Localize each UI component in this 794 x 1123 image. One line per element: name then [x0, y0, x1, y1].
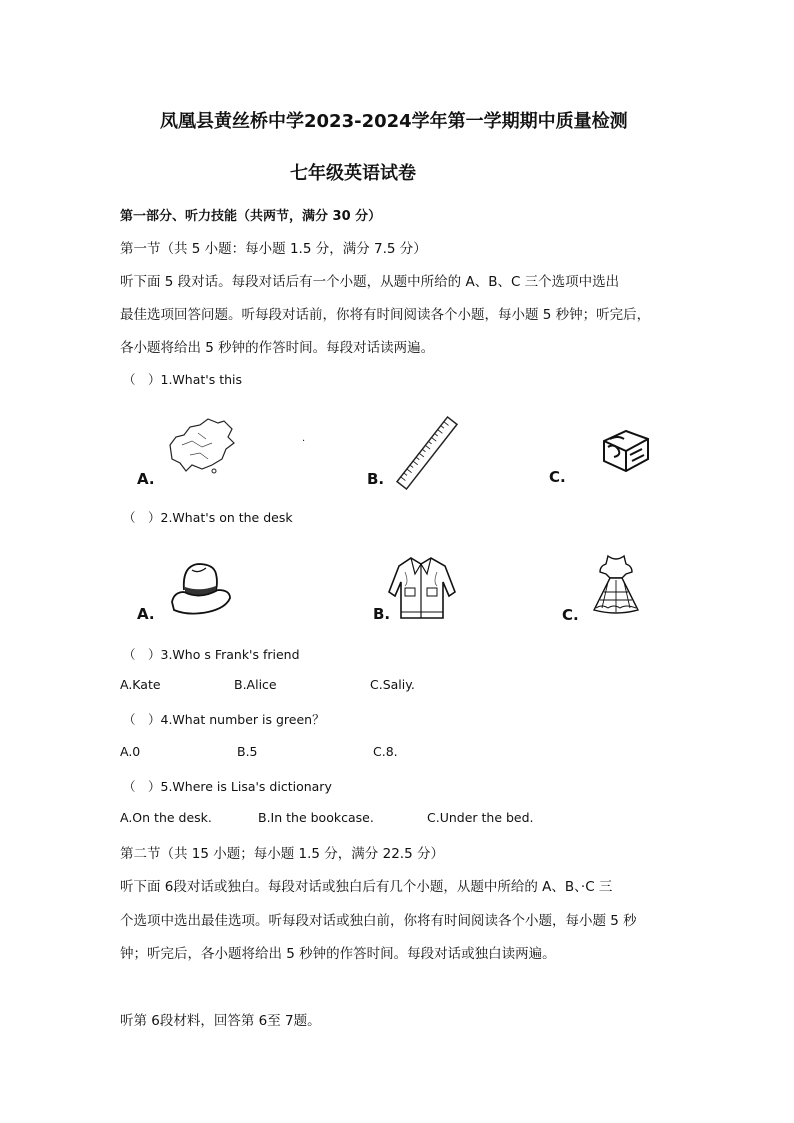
- question-1-stem: （ ）1.What's this: [123, 372, 243, 387]
- q5-option-c: C.Under the bed.: [427, 810, 534, 825]
- question-5-stem: （ ）5.Where is Lisa's dictionary: [123, 779, 332, 794]
- q1-option-b-label: B.: [367, 470, 385, 488]
- q5-option-b: B.In the bookcase.: [258, 810, 374, 825]
- hat-icon: [168, 560, 234, 618]
- section1-instruction-line: 听下面 5 段对话。每段对话后有一个小题，从题中所给的 A、B、C 三个选项中选出: [120, 274, 620, 290]
- section1-heading: 第一节（共 5 小题：每小题 1.5 分，满分 7.5 分）: [120, 241, 427, 257]
- material-note: 听第 6段材料，回答第 6至 7题。: [120, 1013, 321, 1029]
- q2-option-b-label: B.: [373, 605, 391, 623]
- q3-option-b: B.Alice: [234, 677, 277, 692]
- section2-instruction-line: 钟；听完后，各小题将给出 5 秒钟的作答时间。每段对话或独白读两遍。: [120, 946, 556, 962]
- question-3-stem: （ ）3.Who s Frank's friend: [123, 647, 300, 662]
- exam-subtitle: 七年级英语试卷: [290, 163, 416, 184]
- ruler-icon: [392, 418, 462, 488]
- q5-option-a: A.On the desk.: [120, 810, 212, 825]
- q4-option-a: A.0: [120, 744, 141, 759]
- exam-title: 凤凰县黄丝桥中学2023-2024学年第一学期期中质量检测: [160, 111, 628, 132]
- section1-instruction-line: 最佳选项回答问题。听每段对话前，你将有时间阅读各个小题，每小题 5 秒钟；听完后，: [120, 307, 651, 323]
- dress-icon: [588, 552, 644, 616]
- q3-option-a: A.Kate: [120, 677, 161, 692]
- q2-option-c-label: C.: [562, 606, 579, 624]
- q2-option-a-label: A.: [137, 605, 155, 623]
- section2-instruction-line: 听下面 6段对话或独白。每段对话或独白后有几个小题，从题中所给的 A、B、·C 三: [120, 879, 613, 895]
- q4-option-b: B.5: [237, 744, 258, 759]
- map-of-china-icon: [162, 415, 242, 475]
- section1-instruction-line: 各小题将给出 5 秒钟的作答时间。每段对话读两遍。: [120, 340, 435, 356]
- q1-option-a-label: A.: [137, 470, 155, 488]
- eraser-icon: [600, 425, 652, 475]
- section2-heading: 第二节（共 15 小题；每小题 1.5 分，满分 22.5 分）: [120, 846, 444, 862]
- stray-dot: ·: [302, 436, 306, 447]
- jacket-icon: [385, 552, 460, 624]
- q4-option-c: C.8.: [373, 744, 398, 759]
- question-4-stem: （ ）4.What number is green？: [123, 712, 325, 727]
- q3-option-c: C.Saliy.: [370, 677, 415, 692]
- q1-option-c-label: C.: [549, 468, 566, 486]
- section2-instruction-line: 个选项中选出最佳选项。听每段对话或独白前，你将有时间阅读各个小题，每小题 5 秒: [120, 913, 637, 929]
- question-2-stem: （ ）2.What's on the desk: [123, 510, 293, 525]
- part1-heading: 第一部分、听力技能（共两节，满分 30 分）: [120, 209, 382, 224]
